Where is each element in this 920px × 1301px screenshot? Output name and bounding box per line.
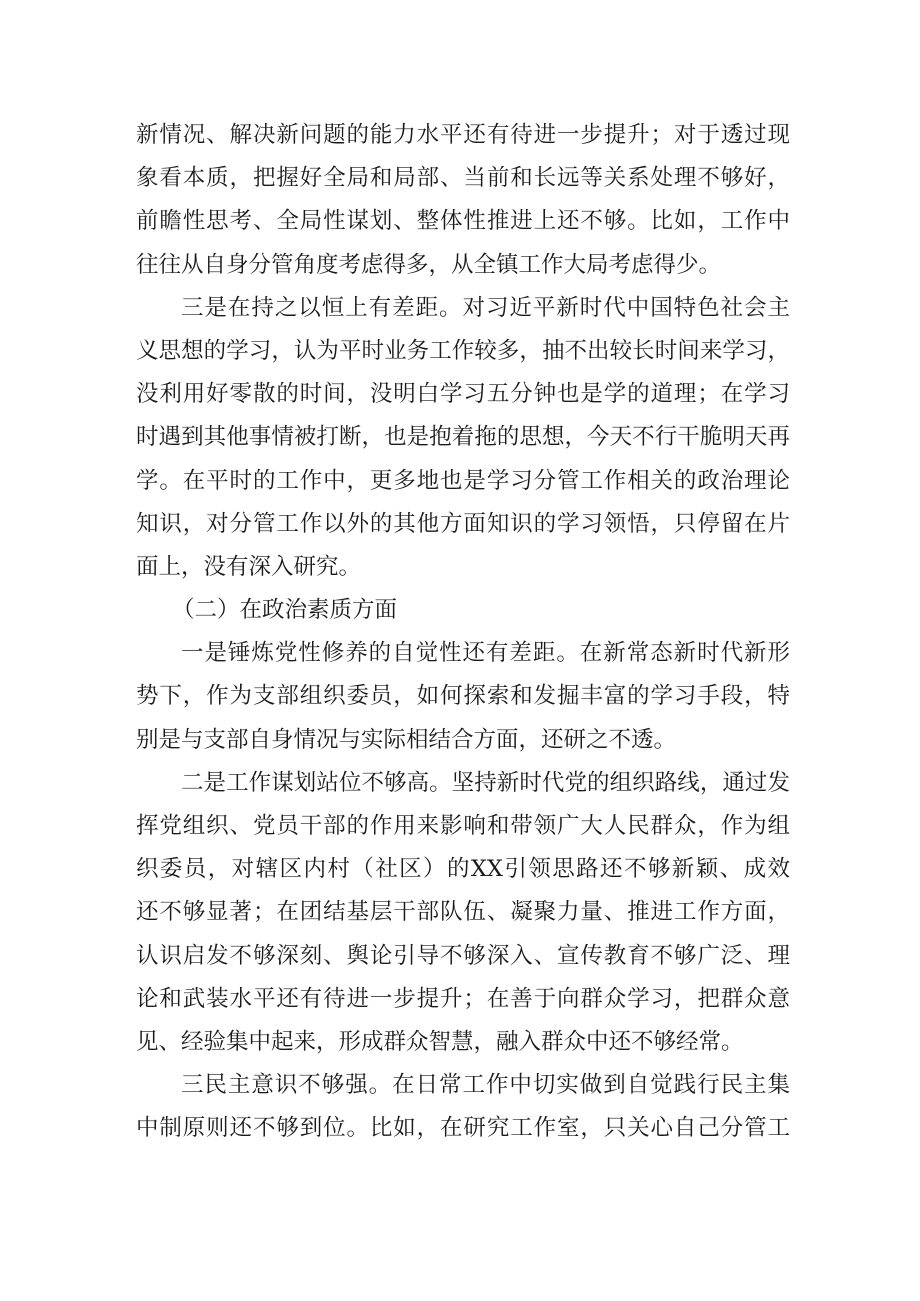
- text-line: 二是工作谋划站位不够高。坚持新时代党的组织路线，通过发: [181, 769, 790, 796]
- text-line: 象看本质，把握好全局和局部、当前和长远等关系处理不够好，: [136, 165, 790, 192]
- section-heading-text: （二）在政治素质方面: [172, 597, 398, 624]
- text-line: 时遇到其他事情被打断，也是抱着拖的思想，今天不行干脆明天再: [136, 424, 790, 451]
- text-line: 三是在持之以恒上有差距。对习近平新时代中国特色社会主: [181, 294, 790, 321]
- text-line: 认识启发不够深刻、舆论引导不够深入、宣传教育不够广泛、理: [136, 942, 790, 969]
- text-line: 织委员，对辖区内村（社区）的XX引领思路还不够新颖、成效: [136, 856, 790, 883]
- text-line: 还不够显著；在团结基层干部队伍、凝聚力量、推进工作方面，: [136, 899, 790, 926]
- text-line: 见、经验集中起来，形成群众智慧，融入群众中还不够经常。: [136, 1028, 744, 1055]
- text-line: 学。在平时的工作中，更多地也是学习分管工作相关的政治理论: [136, 467, 790, 494]
- text-line: 一是锤炼党性修养的自觉性还有差距。在新常态新时代新形: [181, 640, 790, 667]
- text-line: 三民主意识不够强。在日常工作中切实做到自觉践行民主集: [181, 1072, 790, 1099]
- paragraph-persistence-gap: [136, 287, 790, 589]
- paragraph-democracy: [136, 1064, 790, 1150]
- text-line: 知识，对分管工作以外的其他方面知识的学习领悟，只停留在片: [136, 510, 790, 537]
- paragraph-party-spirit: [136, 632, 790, 762]
- text-line: 前瞻性思考、全局性谋划、整体性推进上还不够。比如，工作中: [136, 208, 790, 235]
- text-line: 别是与支部自身情况与实际相结合方面，还研之不透。: [136, 726, 677, 753]
- text-line: 挥党组织、党员干部的作用来影响和带领广大人民群众，作为组: [136, 813, 790, 839]
- paragraph-continuation: [136, 114, 790, 287]
- text-line: 没利用好零散的时间，没明白学习五分钟也是学的道理；在学习: [136, 381, 790, 408]
- text-line: 势下，作为支部组织委员，如何探索和发掘丰富的学习手段，特: [136, 683, 790, 710]
- text-line: 论和武装水平还有待进一步提升；在善于向群众学习，把群众意: [136, 985, 790, 1012]
- section-heading: [136, 589, 790, 632]
- text-line: 新情况、解决新问题的能力水平还有待进一步提升；对于透过现: [136, 122, 790, 148]
- paragraph-work-planning: [136, 762, 790, 1064]
- text-line: 面上，没有深入研究。: [136, 553, 362, 580]
- text-line: 义思想的学习，认为平时业务工作较多，抽不出较长时间来学习，: [136, 337, 790, 364]
- text-line: 往往从自身分管角度考虑得多，从全镇工作大局考虑得少。: [136, 251, 722, 278]
- document-body: [136, 114, 790, 1151]
- text-line: 中制原则还不够到位。比如，在研究工作室，只关心自己分管工: [136, 1115, 790, 1142]
